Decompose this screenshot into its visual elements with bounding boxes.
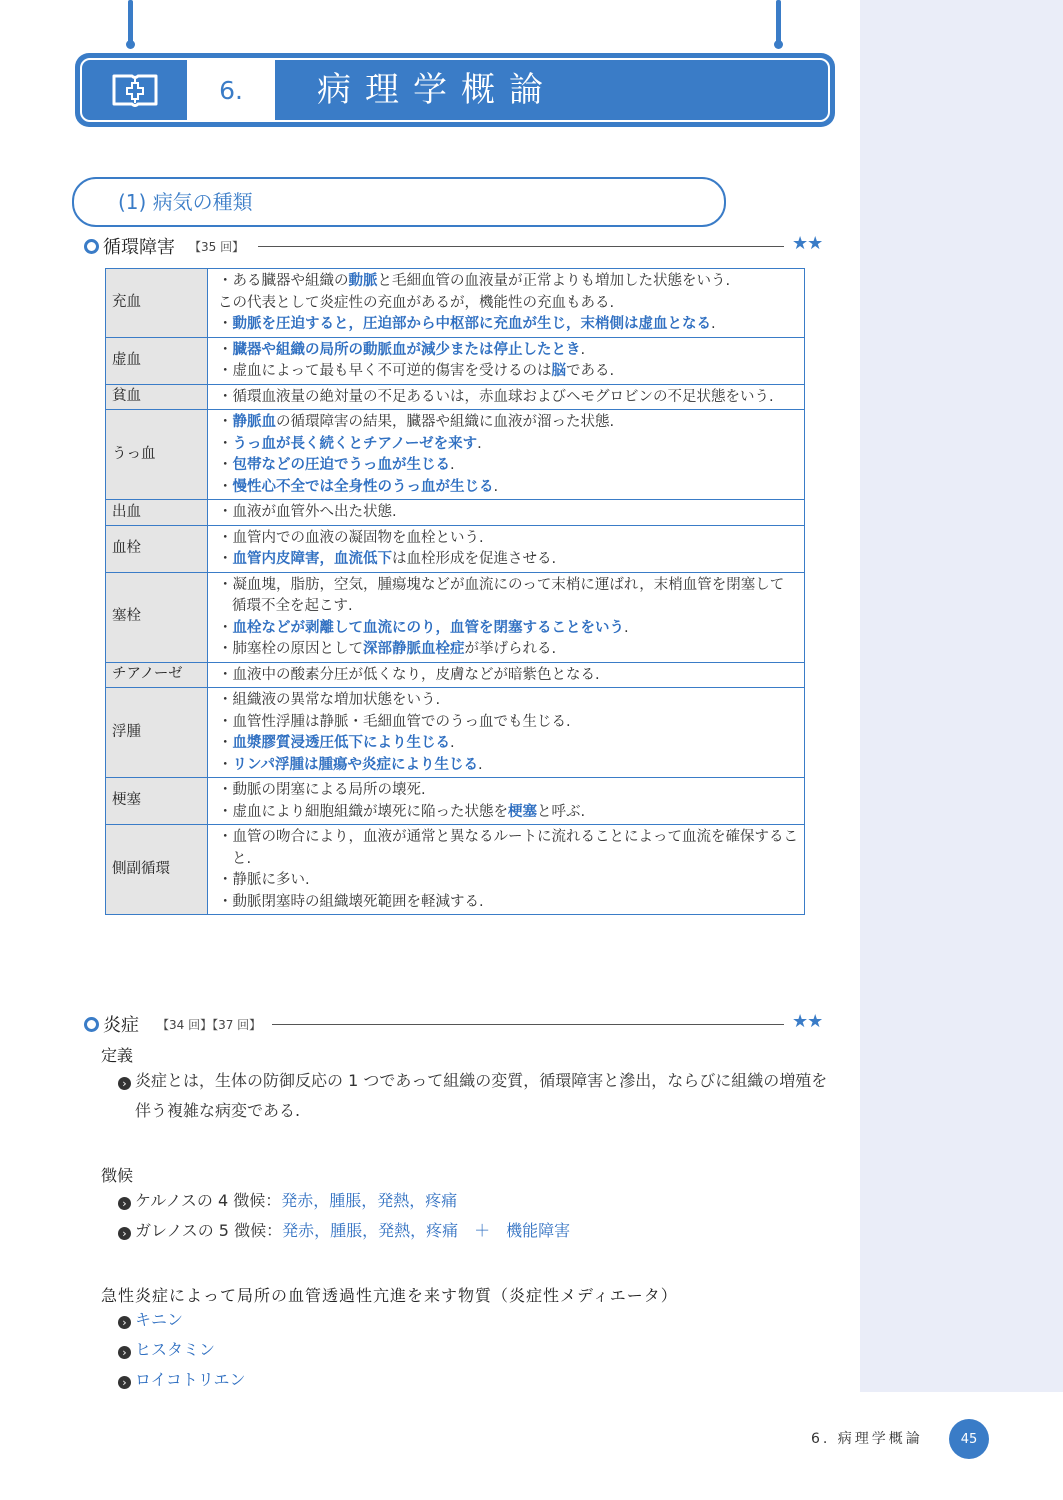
text-segment: この代表として炎症性の充血があるが，機能性の充血もある. [218, 294, 615, 311]
description-cell [208, 778, 805, 825]
description-line [218, 755, 798, 777]
table-row [106, 525, 805, 572]
text-segment: ・ [218, 756, 233, 773]
table-row [106, 825, 805, 915]
description-line [218, 502, 798, 524]
mediator-item [118, 1372, 246, 1395]
text-segment: ・組織液の異常な増加状態をいう. [218, 692, 441, 708]
description-line [218, 477, 798, 499]
table-row [106, 337, 805, 384]
highlighted-text: うっ血が長く続くとチアノーゼを来す [232, 435, 478, 452]
side-margin-panel [860, 0, 1063, 1392]
description-line [218, 802, 798, 824]
mediator-name: ロイコトリエン [135, 1370, 246, 1389]
term-cell: チアノーゼ [106, 662, 208, 688]
exam-reference: 【34 回】【37 回】 [157, 1017, 262, 1032]
chevron-right-icon: › [118, 1376, 131, 1389]
description-line [218, 528, 798, 550]
description-line [218, 549, 798, 571]
book-plus-icon [82, 60, 187, 120]
chapter-number: 6. [187, 60, 275, 120]
term-cell: うっ血 [106, 410, 208, 500]
sign-value: 発赤，腫脹，発熱，疼痛 ＋ 機能障害 [282, 1221, 571, 1240]
description-line [218, 314, 798, 336]
term-cell: 梗塞 [106, 778, 208, 825]
text-segment: . [711, 316, 716, 332]
chevron-right-icon: › [118, 1316, 131, 1329]
mediator-name: ヒスタミン [135, 1340, 216, 1359]
description-line [218, 387, 798, 409]
text-segment: . [477, 756, 483, 773]
chapter-title: 病理学概論 [317, 70, 557, 110]
description-line [218, 455, 798, 477]
highlighted-text: 血栓などが剥離して血流にのり，血管を閉塞することをいう [232, 619, 624, 636]
page-number: 45 [949, 1419, 989, 1459]
description-line [218, 361, 798, 383]
term-cell: 側副循環 [106, 825, 208, 915]
description-line [218, 690, 798, 712]
hanger-dot-right [774, 40, 783, 49]
signs-item [118, 1223, 570, 1246]
highlighted-text: 血管内皮障害，血流低下 [232, 551, 392, 567]
text-segment: は血栓形成を促進させる. [392, 551, 557, 567]
ring-icon [84, 1017, 99, 1032]
text-segment: が挙げられる. [464, 641, 557, 657]
chevron-right-icon: › [118, 1077, 131, 1090]
description-cell [208, 500, 805, 526]
text-segment: ・ [218, 478, 233, 495]
description-line [218, 271, 798, 293]
text-segment: ・ [218, 735, 233, 751]
text-segment: . [580, 341, 586, 358]
description-cell [208, 662, 805, 688]
description-line [218, 575, 798, 618]
highlighted-text: 血漿膠質浸透圧低下により生じる [232, 735, 450, 751]
mediator-item [118, 1312, 183, 1335]
description-line [218, 434, 798, 456]
description-cell [208, 410, 805, 500]
text-segment: ・動脈閉塞時の組織壊死範囲を軽減する. [218, 893, 484, 910]
exam-reference: 【35 回】 [189, 239, 245, 254]
definition-item [118, 1073, 830, 1126]
description-line [218, 827, 798, 870]
term-cell: 貧血 [106, 384, 208, 410]
topic-title: 炎症 [103, 1015, 139, 1036]
highlighted-text: 慢性心不全では全身性のうっ血が生じる [232, 478, 494, 495]
description-line [218, 870, 798, 892]
sign-label: ケルノスの 4 徴候： [135, 1191, 282, 1210]
text-segment: ・血管性浮腫は静脈・毛細血管でのうっ血でも生じる. [218, 713, 571, 730]
signs-item [118, 1193, 457, 1216]
table-row [106, 778, 805, 825]
term-cell: 出血 [106, 500, 208, 526]
highlighted-text: 梗塞 [508, 803, 537, 820]
definition-text: 炎症とは，生体の防御反応の 1 つであって組織の変質，循環障害と滲出，ならびに組織の増殖を伴う複雑な病変である. [135, 1071, 828, 1120]
importance-stars: ★★ [792, 1011, 823, 1032]
highlighted-text: 動脈 [348, 273, 378, 289]
term-cell: 充血 [106, 269, 208, 338]
description-cell [208, 525, 805, 572]
text-segment: . [624, 619, 629, 636]
description-line [218, 639, 798, 661]
text-segment: ・血液が血管外へ出た状態. [218, 504, 397, 520]
description-line [218, 412, 798, 434]
topic-divider [258, 246, 784, 247]
description-line [218, 293, 798, 315]
text-segment: ・ [218, 341, 233, 358]
text-segment: ・ [218, 551, 233, 567]
description-line [218, 733, 798, 755]
table-row [106, 384, 805, 410]
description-cell [208, 269, 805, 338]
mediators-heading: 急性炎症によって局所の血管透過性亢進を来す物質（炎症性メディエータ） [101, 1286, 678, 1305]
signs-heading: 徴候 [101, 1166, 134, 1185]
text-segment: ・虚血によって最も早く不可逆的傷害を受けるのは [218, 363, 552, 379]
text-segment: . [450, 735, 455, 751]
text-segment: ・ [218, 457, 233, 473]
text-segment: . [477, 435, 482, 452]
sign-value: 発赤，腫脹，発熱，疼痛 [281, 1191, 458, 1210]
mediator-item [118, 1342, 215, 1365]
topic-circulation-heading [84, 234, 244, 258]
text-segment: . [493, 478, 499, 495]
chapter-banner [75, 53, 835, 127]
text-segment: ・ [218, 414, 233, 430]
sign-label: ガレノスの 5 徴候： [135, 1221, 283, 1240]
description-line [218, 892, 798, 914]
highlighted-text: 包帯などの圧迫でうっ血が生じる [232, 457, 450, 473]
table-row [106, 269, 805, 338]
topic-title: 循環障害 [103, 237, 175, 258]
chevron-right-icon: › [118, 1227, 131, 1240]
text-segment: ・肺塞栓の原因として [218, 641, 363, 657]
term-cell: 虚血 [106, 337, 208, 384]
chevron-right-icon: › [118, 1197, 131, 1210]
text-segment: ・凝血塊，脂肪，空気，腫瘍塊などが血流にのって末梢に運ばれ，末梢血管を閉塞して循環不全を起こす. [218, 576, 785, 614]
table-row [106, 662, 805, 688]
mediator-name: キニン [135, 1310, 184, 1329]
text-segment: ・血管内での血液の凝固物を血栓という. [218, 529, 484, 546]
term-cell: 血栓 [106, 525, 208, 572]
text-segment: と呼ぶ. [537, 803, 586, 820]
topic-divider [272, 1024, 784, 1025]
section-title: (1) 病気の種類 [118, 190, 253, 214]
text-segment: ・動脈の閉塞による局所の壊死. [218, 782, 426, 798]
description-line [218, 712, 798, 734]
text-segment: ・血液中の酸素分圧が低くなり，皮膚などが暗紫色となる. [218, 666, 600, 683]
description-cell [208, 572, 805, 662]
term-cell: 塞栓 [106, 572, 208, 662]
description-cell [208, 384, 805, 410]
text-segment: である. [566, 363, 615, 379]
footer-chapter-label: 6. 病理学概論 [811, 1431, 923, 1447]
table-row [106, 572, 805, 662]
description-line [218, 618, 798, 640]
text-segment: ・ [218, 316, 233, 332]
chevron-right-icon: › [118, 1346, 131, 1359]
table-row [106, 688, 805, 778]
text-segment: ・ [218, 435, 233, 452]
highlighted-text: 静脈血 [232, 414, 276, 430]
highlighted-text: 臓器や組織の局所の動脈血が減少または停止したとき [232, 341, 581, 358]
text-segment: ・ある臓器や組織の [218, 273, 349, 289]
text-segment: と毛細血管の血液量が正常よりも増加した状態をいう. [377, 273, 731, 289]
text-segment: の循環障害の結果，臓器や組織に血液が溜った状態. [276, 414, 615, 430]
definition-heading: 定義 [101, 1046, 134, 1065]
description-cell [208, 337, 805, 384]
ring-icon [84, 239, 99, 254]
section-heading-box [72, 177, 726, 227]
highlighted-text: 深部静脈血栓症 [363, 641, 465, 657]
highlighted-text: 脳 [551, 363, 566, 379]
importance-stars: ★★ [792, 233, 823, 254]
description-line [218, 665, 798, 687]
highlighted-text: 動脈を圧迫すると，圧迫部から中枢部に充血が生じ，末梢側は虚血となる [232, 316, 711, 332]
text-segment: . [450, 457, 455, 473]
text-segment: ・静脈に多い. [218, 872, 310, 888]
highlighted-text: リンパ浮腫は腫瘍や炎症により生じる [232, 756, 478, 773]
table-row [106, 410, 805, 500]
term-cell: 浮腫 [106, 688, 208, 778]
description-line [218, 780, 798, 802]
hanger-dot-left [126, 40, 135, 49]
description-line [218, 340, 798, 362]
description-cell [208, 688, 805, 778]
topic-inflammation-heading [84, 1012, 261, 1036]
text-segment: ・血管の吻合により，血液が通常と異なるルートに流れることによって血流を確保すること. [218, 829, 798, 867]
description-cell [208, 825, 805, 915]
circulation-disorders-table [105, 268, 805, 915]
text-segment: ・循環血液量の絶対量の不足あるいは，赤血球およびヘモグロビンの不足状態をいう. [218, 388, 774, 405]
text-segment: ・虚血により細胞組織が壊死に陥った状態を [218, 803, 508, 820]
table-row [106, 500, 805, 526]
text-segment: ・ [218, 619, 233, 636]
